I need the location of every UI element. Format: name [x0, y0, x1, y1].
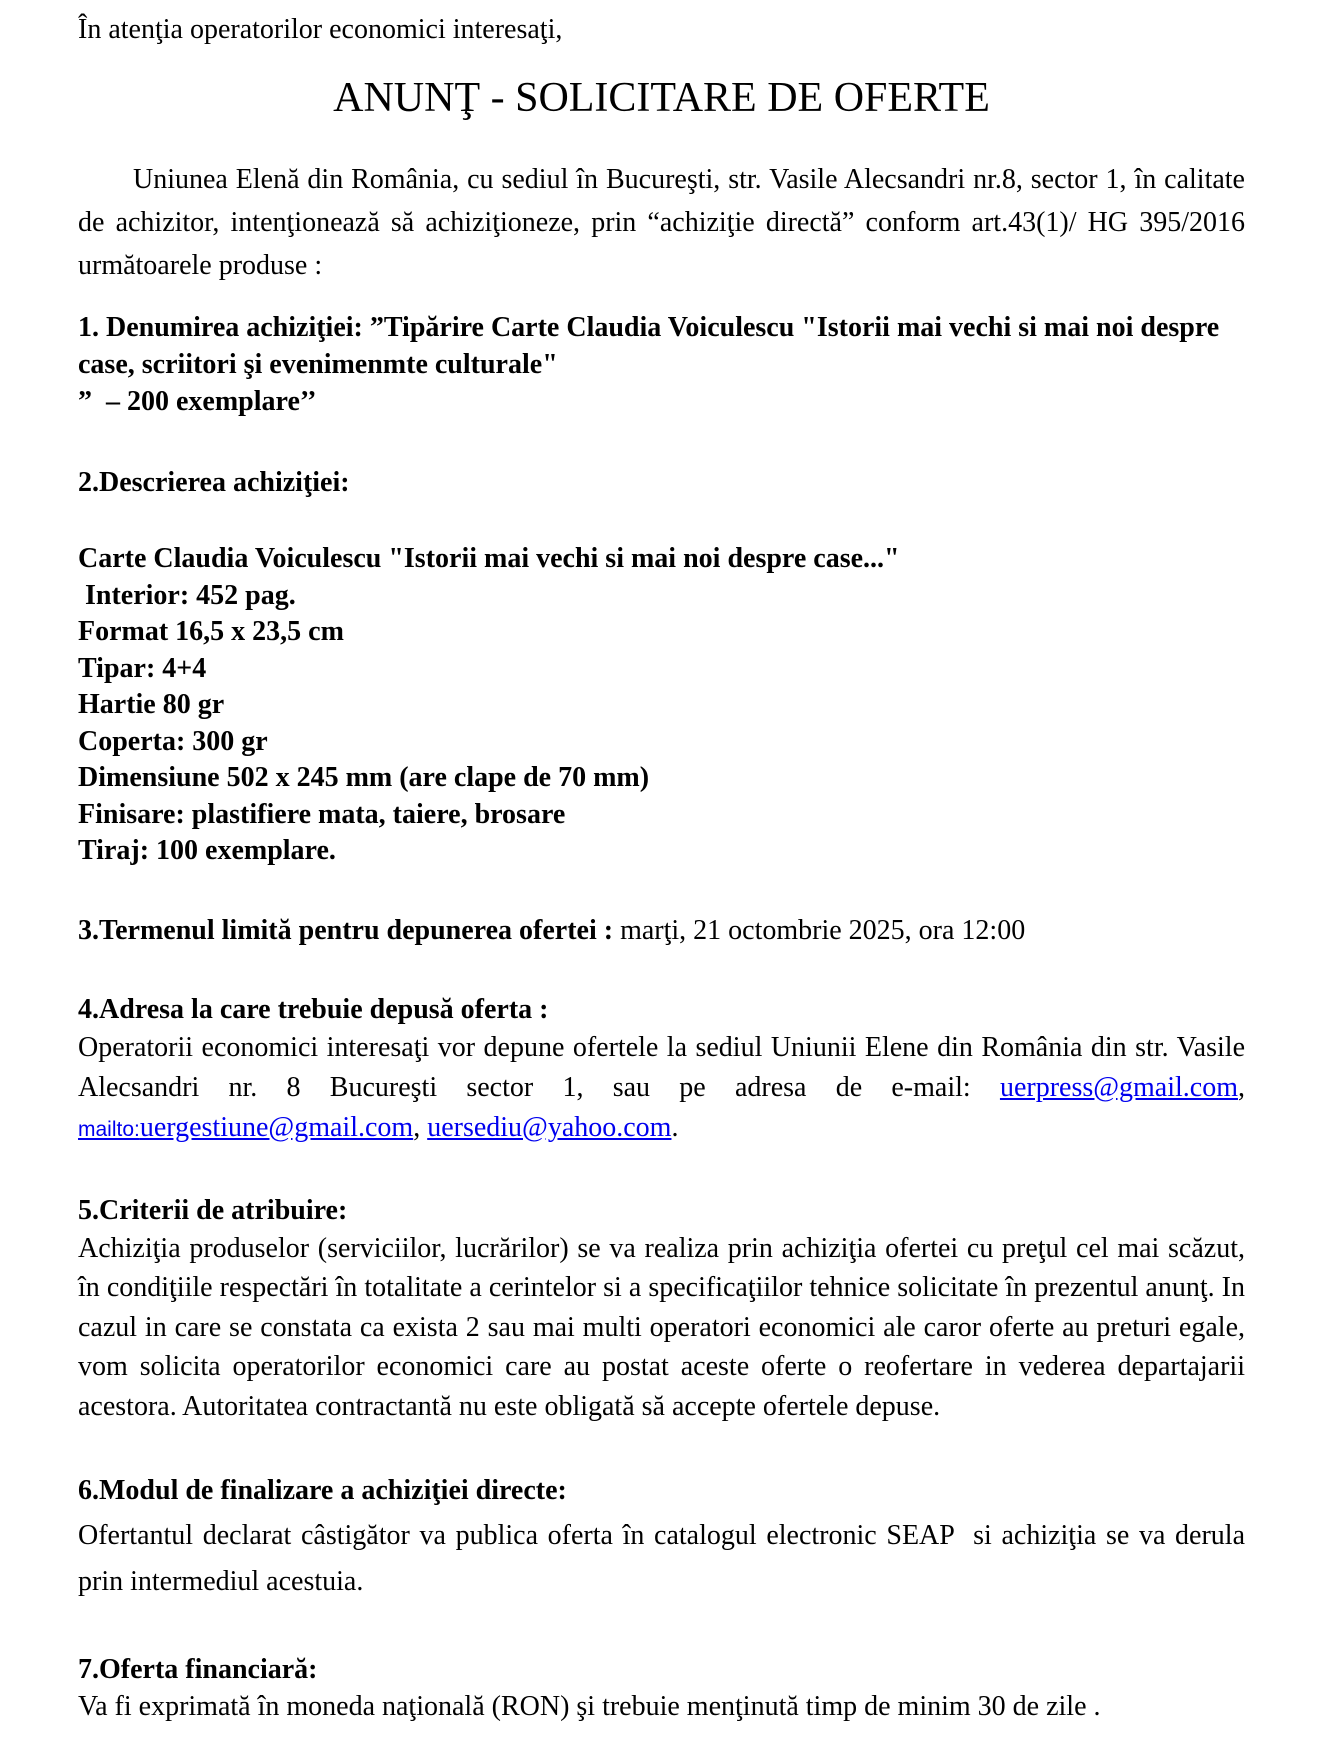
section7-body: Va fi exprimată în moneda naţională (RON) şi trebuie menţinută timp de minim 30 de zile .	[78, 1691, 1101, 1722]
sentence-period: .	[671, 1111, 679, 1143]
spec-finisare: Finisare: plastifiere mata, taiere, brosare	[78, 798, 566, 830]
section1-heading: 1. Denumirea achiziţiei: ”Tipărire Carte Claudia Voiculescu "Istorii mai vechi si mai noi despre case, scriitori şi evenimenmte culturale"	[78, 312, 1220, 380]
spec-tipar: Tipar: 4+4	[78, 652, 207, 684]
product-title: Carte Claudia Voiculescu "Istorii mai vechi si mai noi despre case..."	[78, 543, 900, 574]
section6-body: Ofertantul declarat câstigător va publica oferta în catalogul electronic SEAP si achiziţia se va derula prin intermediul acestuia.	[78, 1520, 1252, 1597]
section6-heading: 6.Modul de finalizare a achiziţiei directe:	[78, 1475, 567, 1506]
opening-paragraph: Uniunea Elenă din România, cu sediul în Bucureşti, str. Vasile Alecsandri nr.8, sector 1, în calitate de achizitor, intenţionează să achiziţioneze, prin “achiziţie directă” conform art.43(1)/ HG 395/2016 următoarele produse :	[78, 164, 1245, 281]
page-title: ANUNŢ - SOLICITARE DE OFERTE	[333, 75, 990, 121]
section3-deadline-value: marţi, 21 octombrie 2025, ora 12:00	[620, 914, 1026, 946]
section4-body	[78, 1028, 1245, 1150]
section5-body: Achiziţia produselor (serviciilor, lucrărilor) se va realiza prin achiziţia ofertei cu preţul cel mai scăzut, în condiţiile respectări în totalitate a cerintelor si a specificaţiilor tehnice solicitate în prezentul anunţ. In cazul in care se constata ca exista 2 sau mai multi operatori economici ale caror oferte au preturi egale, vom solicita operatorilor economici care au postat aceste oferte o reofertare in vederea departajarii acestora. Autoritatea contractantă nu este obligată să accepte ofertele depuse.	[78, 1232, 1245, 1422]
separator-comma: ,	[413, 1111, 421, 1143]
section1-exemplare-line: ” – 200 exemplare’’	[78, 386, 317, 417]
spec-interior: Interior: 452 pag.	[78, 579, 296, 611]
section4-body-text: Operatorii economici interesaţi vor depune ofertele la sediul Uniunii Elene din România din str. Vasile Alecsandri nr. 8 Bucureşti sector 1, sau pe adresa de e-mail:	[78, 1031, 1245, 1103]
spec-coperta: Coperta: 300 gr	[78, 725, 268, 757]
section-7-oferta	[78, 1651, 1245, 1725]
spec-dimensiune: Dimensiune 502 x 245 mm (are clape de 70 mm)	[78, 762, 650, 793]
spec-format: Format 16,5 x 23,5 cm	[78, 616, 344, 647]
email-address-uergestiune: uergestiune@gmail.com	[139, 1111, 414, 1143]
intro-line: În atenţia operatorilor economici interesaţi,	[78, 14, 563, 45]
separator-comma: ,	[1238, 1071, 1245, 1103]
spec-tiraj: Tiraj: 100 exemplare.	[78, 835, 336, 866]
email-link-uerpress[interactable]: uerpress@gmail.com	[999, 1071, 1238, 1103]
email-link-uersediu[interactable]: uersediu@yahoo.com	[427, 1111, 672, 1143]
section2-heading: 2.Descrierea achiziţiei:	[78, 467, 350, 498]
email-link-uergestiune[interactable]	[78, 1112, 413, 1143]
spec-hartie: Hartie 80 gr	[78, 689, 225, 720]
section3-heading: 3.Termenul limită pentru depunerea ofertei :	[78, 914, 614, 946]
section5-heading: 5.Criterii de atribuire:	[78, 1194, 348, 1226]
section-1-denumirea	[78, 309, 1245, 420]
product-spec-block	[78, 541, 1245, 870]
mailto-prefix: mailto:	[78, 1117, 140, 1141]
section4-heading: 4.Adresa la care trebuie depusă oferta :	[78, 993, 549, 1025]
section-6-finalizare	[78, 1472, 1252, 1605]
section-5-criterii	[78, 1192, 1245, 1427]
section-4-adresa	[78, 991, 1245, 1150]
section7-heading: 7.Oferta financiară:	[78, 1654, 318, 1685]
section3-line	[78, 912, 1245, 949]
